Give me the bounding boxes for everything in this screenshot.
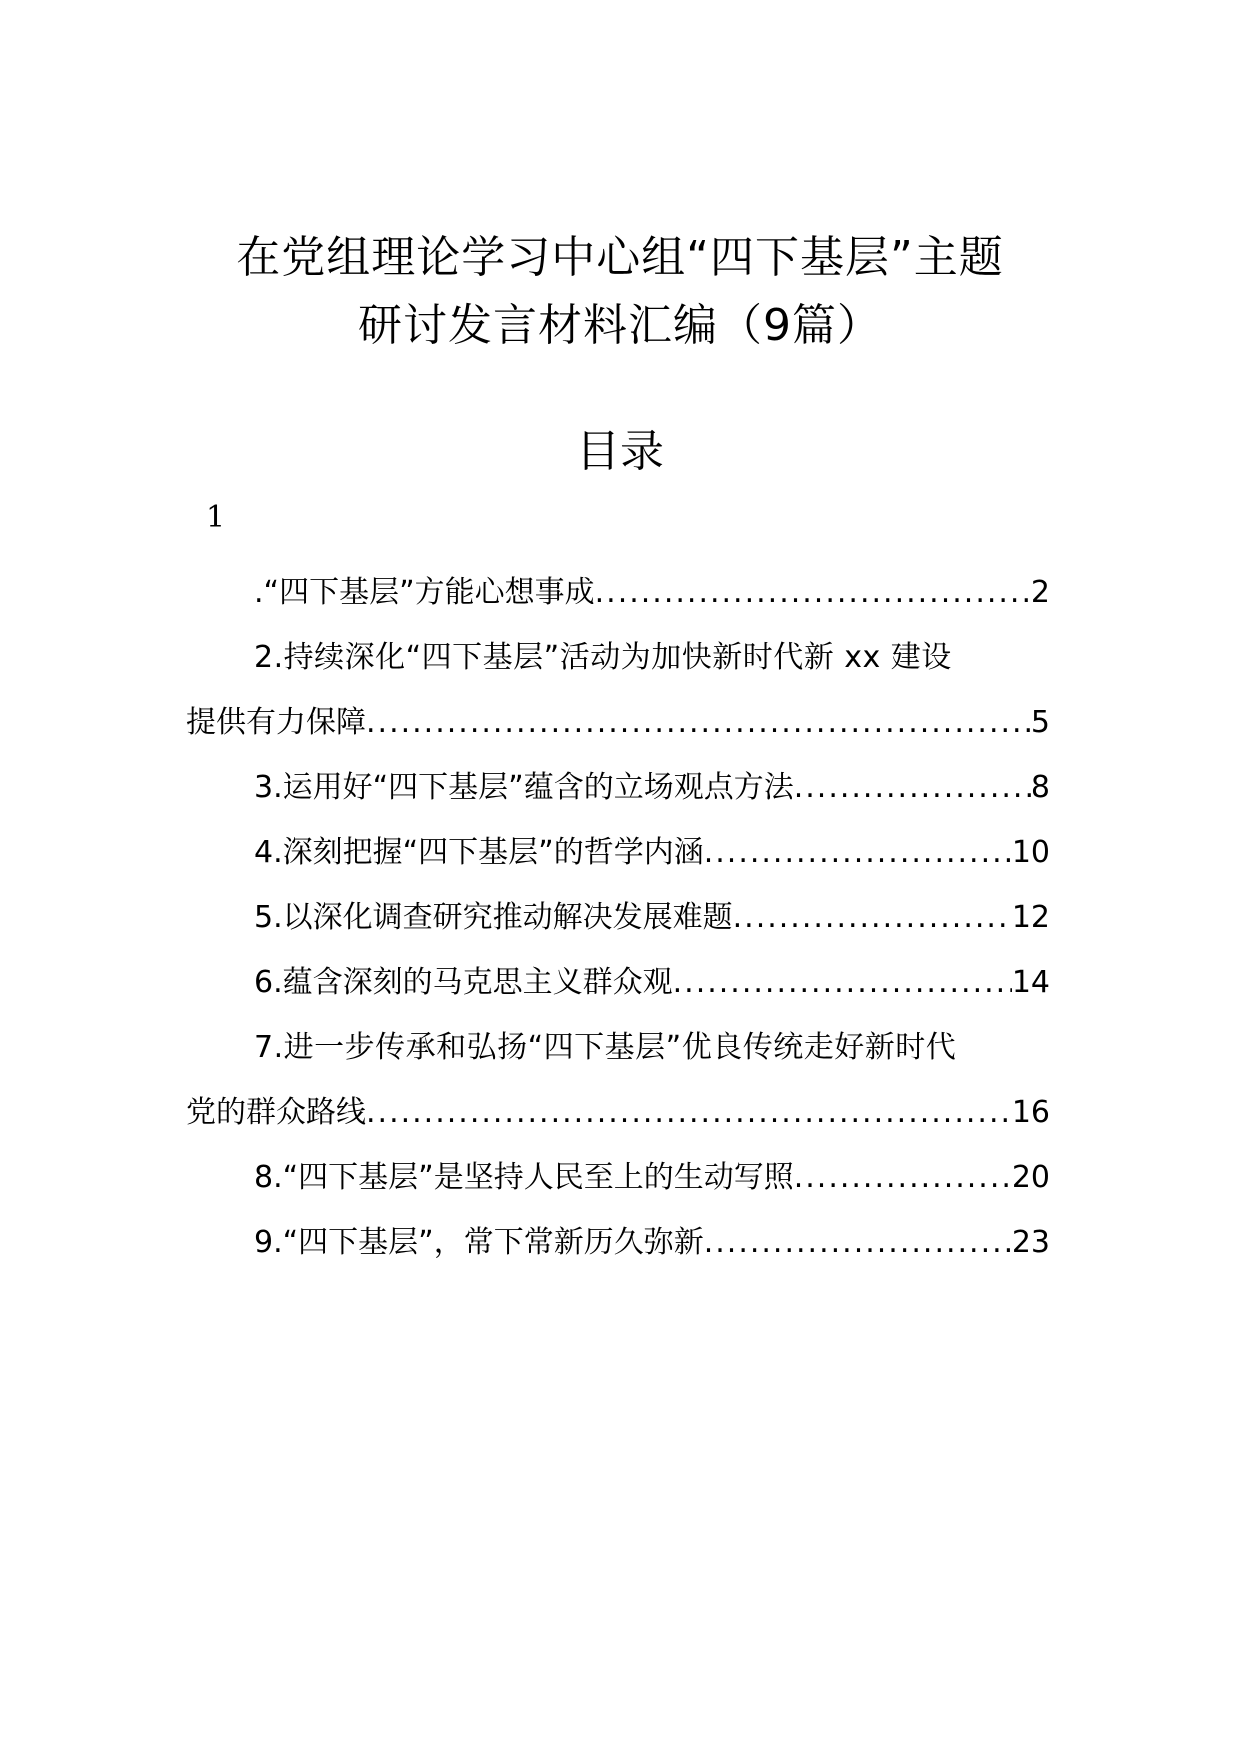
toc-entry-line	[186, 560, 1050, 625]
toc-entry[interactable]	[186, 755, 1050, 820]
toc-entry[interactable]	[186, 1210, 1050, 1275]
toc-entry-line	[186, 1015, 1050, 1080]
toc-dot-leader	[704, 820, 1012, 885]
table-of-contents	[186, 560, 1050, 1275]
toc-entry-line	[186, 1080, 1050, 1145]
toc-page-number: 8	[1030, 770, 1050, 805]
toc-entry[interactable]	[186, 820, 1050, 885]
toc-entry-title: .“四下基层”方能心想事成	[254, 575, 595, 610]
toc-page-number: 10	[1011, 835, 1050, 870]
toc-entry-line	[186, 1210, 1050, 1275]
toc-page-number: 14	[1011, 965, 1050, 1000]
toc-entry-title: 8.“四下基层”是坚持人民至上的生动写照	[254, 1160, 794, 1195]
toc-entry-line	[186, 885, 1050, 950]
toc-page-number: 16	[1011, 1095, 1050, 1130]
toc-dot-leader	[673, 950, 1012, 1015]
toc-page-number: 23	[1011, 1225, 1050, 1260]
toc-entry-title: 提供有力保障	[186, 705, 366, 740]
toc-entry-title: 2.持续深化“四下基层”活动为加快新时代新 xx 建设	[254, 640, 952, 675]
toc-entry-title: 6.蕴含深刻的马克思主义群众观	[254, 965, 673, 1000]
toc-entry-line	[186, 1145, 1050, 1210]
toc-entry-line	[186, 950, 1050, 1015]
document-title-line-1: 在党组理论学习中心组“四下基层”主题	[236, 232, 1004, 283]
toc-dot-leader	[733, 885, 1012, 950]
toc-dot-leader	[794, 755, 1031, 820]
toc-page-number: 12	[1011, 900, 1050, 935]
toc-entry[interactable]	[186, 885, 1050, 950]
toc-entry-line	[186, 690, 1050, 755]
toc-entry-title: 4.深刻把握“四下基层”的哲学内涵	[254, 835, 704, 870]
toc-entry[interactable]	[186, 1145, 1050, 1210]
toc-entry[interactable]	[186, 950, 1050, 1015]
toc-entry-line	[186, 755, 1050, 820]
toc-entry-line	[186, 625, 1050, 690]
toc-entry-title: 7.进一步传承和弘扬“四下基层”优良传统走好新时代	[254, 1030, 957, 1065]
document-title-line-2: 研讨发言材料汇编（9篇）	[358, 300, 882, 351]
toc-entry-title: 党的群众路线	[186, 1095, 366, 1130]
toc-entry[interactable]	[186, 625, 1050, 755]
toc-dot-leader	[794, 1145, 1012, 1210]
toc-dot-leader	[366, 1080, 1012, 1145]
toc-entry-line	[186, 820, 1050, 885]
toc-dot-leader	[595, 560, 1031, 625]
toc-page-number: 5	[1030, 705, 1050, 740]
toc-heading: 目录	[576, 426, 664, 477]
toc-entry-title: 9.“四下基层”，常下常新历久弥新	[254, 1225, 704, 1260]
toc-entry-title: 5.以深化调查研究推动解决发展难题	[254, 900, 733, 935]
page-marker: 1	[206, 500, 226, 535]
toc-dot-leader	[366, 690, 1031, 755]
toc-dot-leader	[704, 1210, 1012, 1275]
toc-page-number: 20	[1011, 1160, 1050, 1195]
toc-page-number: 2	[1030, 575, 1050, 610]
toc-entry[interactable]	[186, 560, 1050, 625]
toc-entry-title: 3.运用好“四下基层”蕴含的立场观点方法	[254, 770, 794, 805]
toc-entry[interactable]	[186, 1015, 1050, 1145]
